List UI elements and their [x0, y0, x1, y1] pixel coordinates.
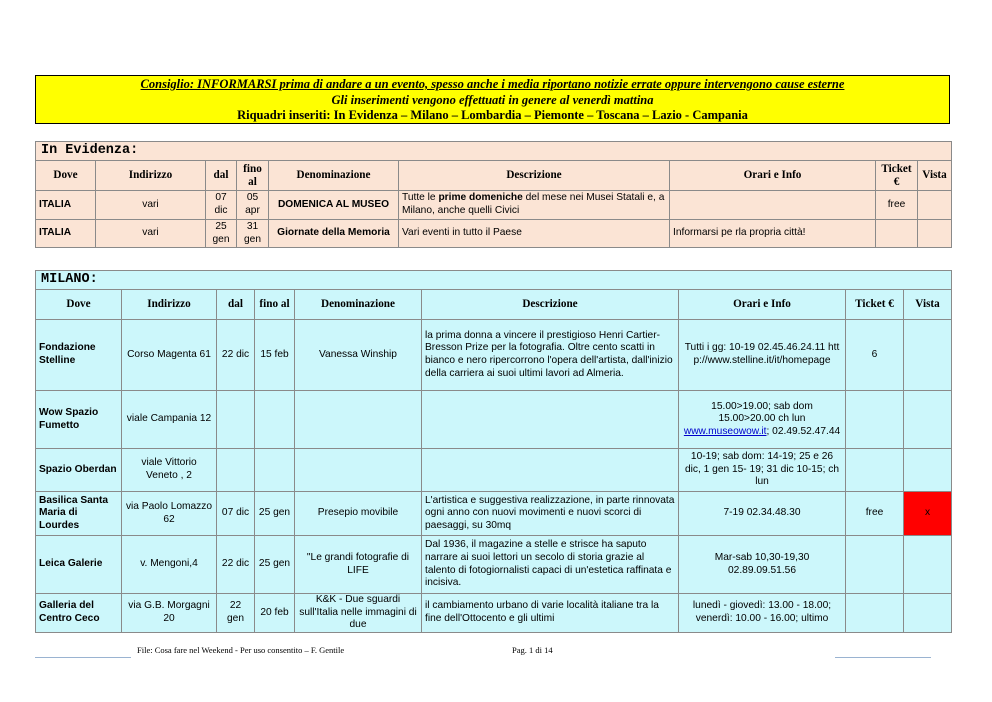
evidenza-title: In Evidenza: [36, 142, 952, 161]
cell-indirizzo: vari [96, 191, 206, 220]
notice-banner [35, 75, 950, 124]
table-row [36, 220, 952, 248]
cell-dove: Leica Galerie [36, 536, 122, 594]
col-descrizione: Descrizione [422, 290, 679, 320]
col-ticket: Ticket € [846, 290, 904, 320]
cell-orari: 10-19; sab dom: 14-19; 25 e 26 dic, 1 gen 15- 19; 31 dic 10-15; ch lun [679, 449, 846, 492]
cell-vista [918, 220, 952, 248]
cell-ticket [876, 220, 918, 248]
cell-dal: 22 dic [217, 536, 255, 594]
col-vista: Vista [918, 161, 952, 191]
col-denominazione: Denominazione [269, 161, 399, 191]
notice-line-2: Gli inserimenti vengono effettuati in genere al venerdì mattina [331, 92, 654, 107]
cell-descrizione: Vari eventi in tutto il Paese [399, 220, 670, 248]
cell-ticket [846, 391, 904, 449]
cell-fino [255, 391, 295, 449]
cell-denominazione: DOMENICA AL MUSEO [269, 191, 399, 220]
cell-descrizione: L'artistica e suggestiva realizzazione, in parte rinnovata ogni anno con nuovi movimenti e nuovi scorci di paesaggi, su 30mq [422, 492, 679, 536]
cell-ticket: free [846, 492, 904, 536]
footer-file: File: Cosa fare nel Weekend - Per uso consentito – F. Gentile [137, 645, 345, 655]
col-ticket: Ticket € [876, 161, 918, 191]
cell-fino: 05 apr [237, 191, 269, 220]
cell-fino [255, 449, 295, 492]
cell-ticket [846, 536, 904, 594]
cell-vista: x [904, 492, 952, 536]
cell-descrizione: Dal 1936, il magazine a stelle e strisce ha saputo narrare ai suoi lettori un secolo di storia grazie al talento di fotogiornalisti capaci di un'estetica raffinata e incisiva. [422, 536, 679, 594]
cell-vista [904, 536, 952, 594]
col-dove: Dove [36, 290, 122, 320]
cell-dove: ITALIA [36, 191, 96, 220]
cell-dal: 22 dic [217, 320, 255, 391]
cell-indirizzo: via Paolo Lomazzo 62 [122, 492, 217, 536]
table-row [36, 536, 952, 594]
cell-fino: 25 gen [255, 536, 295, 594]
table-row [36, 320, 952, 391]
col-fino: fino al [237, 161, 269, 191]
cell-dal: 07 dic [206, 191, 237, 220]
col-denominazione: Denominazione [295, 290, 422, 320]
cell-vista [904, 391, 952, 449]
cell-dal: 25 gen [206, 220, 237, 248]
table-row [36, 492, 952, 536]
cell-vista [918, 191, 952, 220]
cell-ticket [846, 449, 904, 492]
cell-denominazione: Vanessa Winship [295, 320, 422, 391]
milano-title: MILANO: [36, 271, 952, 290]
col-dove: Dove [36, 161, 96, 191]
cell-descrizione: il cambiamento urbano di varie località italiane tra la fine dell'Ottocento e gli ultimi [422, 594, 679, 633]
cell-orari: Tutti i gg: 10-19 02.45.46.24.11 http://www.stelline.it/it/homepage [679, 320, 846, 391]
col-vista: Vista [904, 290, 952, 320]
cell-dal: 07 dic [217, 492, 255, 536]
table-row [36, 191, 952, 220]
table-row [36, 594, 952, 633]
cell-dove: ITALIA [36, 220, 96, 248]
cell-orari: 15.00>19.00; sab dom 15.00>20.00 ch lun www.museowow.it; 02.49.52.47.44 [679, 391, 846, 449]
footer-page-number: Pag. 1 di 14 [512, 645, 553, 655]
milano-table [35, 270, 952, 633]
cell-denominazione: "Le grandi fotografie di LIFE [295, 536, 422, 594]
header-row [36, 161, 952, 191]
cell-vista [904, 594, 952, 633]
cell-dove: Galleria del Centro Ceco [36, 594, 122, 633]
footer-rule-left [35, 657, 131, 658]
cell-descrizione: Tutte le prime domeniche del mese nei Musei Statali e, a Milano, anche quelli Civici [399, 191, 670, 220]
cell-descrizione [422, 449, 679, 492]
col-descrizione: Descrizione [399, 161, 670, 191]
cell-indirizzo: v. Mengoni,4 [122, 536, 217, 594]
evidenza-table [35, 141, 952, 248]
cell-vista [904, 449, 952, 492]
cell-orari: Mar-sab 10,30-19,30 02.89.09.51.56 [679, 536, 846, 594]
header-row [36, 290, 952, 320]
cell-orari: lunedì - giovedì: 13.00 - 18.00; venerdì: 10.00 - 16.00; ultimo [679, 594, 846, 633]
col-fino: fino al [255, 290, 295, 320]
page-footer [137, 645, 553, 655]
cell-fino: 25 gen [255, 492, 295, 536]
table-row [36, 449, 952, 492]
cell-fino: 20 feb [255, 594, 295, 633]
cell-vista [904, 320, 952, 391]
col-dal: dal [206, 161, 237, 191]
col-orari: Orari e Info [670, 161, 876, 191]
cell-dal [217, 391, 255, 449]
cell-denominazione: Giornate della Memoria [269, 220, 399, 248]
col-indirizzo: Indirizzo [122, 290, 217, 320]
cell-denominazione [295, 391, 422, 449]
cell-descrizione [422, 391, 679, 449]
cell-dove: Fondazione Stelline [36, 320, 122, 391]
cell-dal [217, 449, 255, 492]
cell-indirizzo: vari [96, 220, 206, 248]
cell-denominazione: Presepio movibile [295, 492, 422, 536]
cell-indirizzo: viale Vittorio Veneto , 2 [122, 449, 217, 492]
cell-dal: 22 gen [217, 594, 255, 633]
cell-indirizzo: via G.B. Morgagni 20 [122, 594, 217, 633]
cell-fino: 15 feb [255, 320, 295, 391]
cell-ticket: free [876, 191, 918, 220]
cell-orari [670, 191, 876, 220]
cell-dove: Wow Spazio Fumetto [36, 391, 122, 449]
cell-indirizzo: Corso Magenta 61 [122, 320, 217, 391]
col-orari: Orari e Info [679, 290, 846, 320]
cell-indirizzo: viale Campania 12 [122, 391, 217, 449]
cell-denominazione: K&K - Due sguardi sull'Italia nelle immagini di due [295, 594, 422, 633]
cell-denominazione [295, 449, 422, 492]
cell-descrizione: la prima donna a vincere il prestigioso Henri Cartier-Bresson Prize per la fotografia. Oltre cento scatti in bianco e nero ripercorrono l'opera dell'artista, dall'inizio della carriera ai suoi ultimi lavori ad Almeria. [422, 320, 679, 391]
cell-dove: Spazio Oberdan [36, 449, 122, 492]
col-dal: dal [217, 290, 255, 320]
museowow-link[interactable]: www.museowow.it [683, 425, 767, 437]
footer-rule-right [835, 657, 931, 658]
notice-line-3: Riquadri inseriti: In Evidenza – Milano – Lombardia – Piemonte – Toscana – Lazio - Campania [237, 108, 748, 122]
cell-ticket [846, 594, 904, 633]
cell-dove: Basilica Santa Maria di Lourdes [36, 492, 122, 536]
cell-fino: 31 gen [237, 220, 269, 248]
cell-orari: Informarsi pe rla propria città! [670, 220, 876, 248]
cell-orari: 7-19 02.34.48.30 [679, 492, 846, 536]
table-row [36, 391, 952, 449]
col-indirizzo: Indirizzo [96, 161, 206, 191]
cell-ticket: 6 [846, 320, 904, 391]
notice-line-1: Consiglio: INFORMARSI prima di andare a un evento, spesso anche i media riportano notizie errate oppure intervengono cause esterne [140, 77, 845, 91]
